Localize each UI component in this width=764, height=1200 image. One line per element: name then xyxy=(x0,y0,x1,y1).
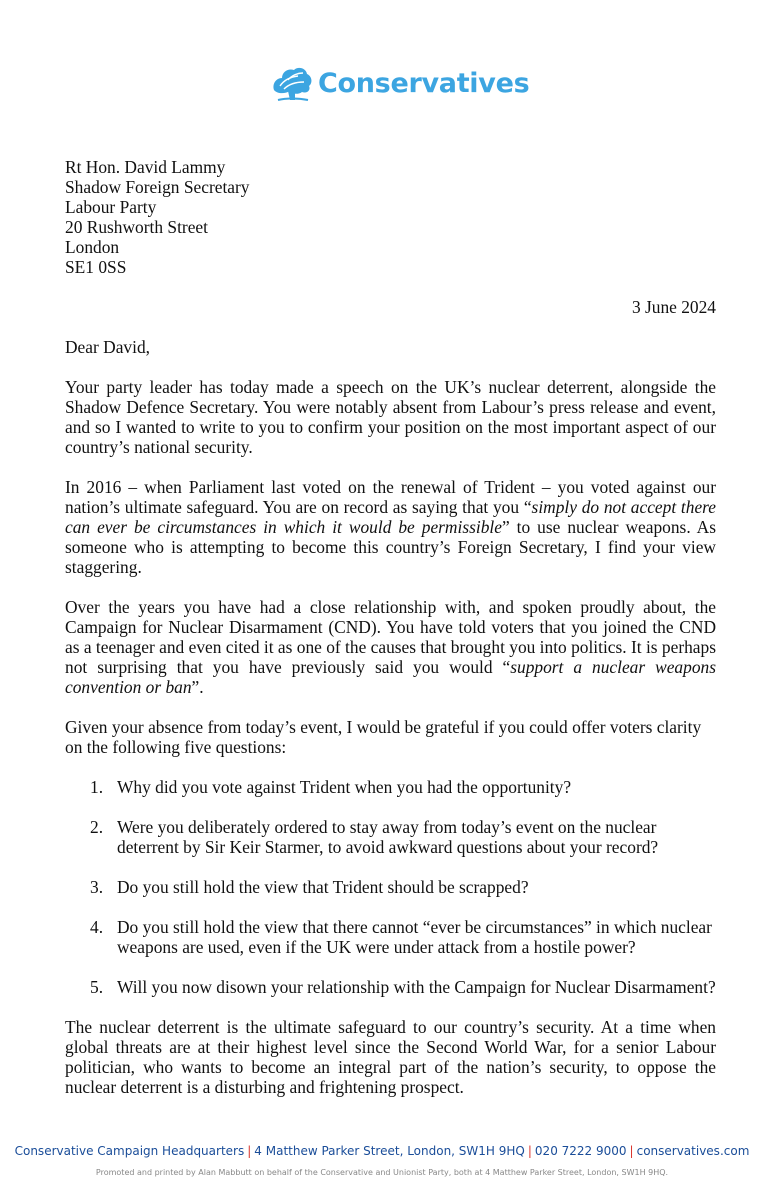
text-run: Over the years you have had a close relationship with, and spoken proudly about, the Campaign for Nuclear Disarmament (CND). You have told voters that you joined the CND as a teenager and even cited it as one of the causes that brought you into politics. It is perhaps not surprising that you have previously said you would “ xyxy=(65,597,716,677)
address-line: Rt Hon. David Lammy xyxy=(65,157,226,177)
question-text: Do you still hold the view that Trident should be scrapped? xyxy=(117,877,529,897)
quote-text: simply do not accept there can ever be circumstances in which it would be permissible xyxy=(65,497,717,537)
footer-website-link[interactable]: conservatives.com xyxy=(636,1144,750,1158)
text-run: In 2016 – when Parliament last voted on the renewal of Trident – you voted against our nation’s ultimate safeguard. You are on record as saying that you “ xyxy=(65,477,716,517)
paragraph-questions-intro: Given your absence from today’s event, I would be grateful if you could offer voters clarity on the following five questions: xyxy=(65,717,702,757)
question-text: Were you deliberately ordered to stay away from today’s event on the nuclear deterrent by Sir Keir Starmer, to avoid awkward questions about your record? xyxy=(117,817,659,857)
footer-separator: | xyxy=(527,1144,532,1158)
footer-contact xyxy=(0,1144,764,1158)
address-line: Shadow Foreign Secretary xyxy=(65,177,250,197)
text-run: ”. xyxy=(191,677,204,697)
footer-address: 4 Matthew Parker Street, London, SW1H 9HQ xyxy=(254,1144,525,1158)
question-item xyxy=(65,817,716,857)
question-number: 5. xyxy=(90,977,104,997)
question-number: 2. xyxy=(90,817,104,837)
address-line: London xyxy=(65,237,120,257)
footer-phone: 020 7222 9000 xyxy=(534,1144,627,1158)
question-item xyxy=(65,977,716,997)
question-number: 1. xyxy=(90,777,104,797)
conservatives-logo xyxy=(268,64,529,102)
letter-date: 3 June 2024 xyxy=(631,297,716,317)
quote-text: support a nuclear weapons convention or ban xyxy=(65,657,716,697)
logo-wordmark: Conservatives xyxy=(318,67,530,99)
paragraph-closing: The nuclear deterrent is the ultimate safeguard to our country’s security. At a time when global threats are at their highest level since the Second World War, for a senior Labour politician, who wants to become an integral part of the nation’s security, to oppose the nuclear deterrent is a disturbing and frightening prospect. xyxy=(65,1017,716,1097)
footer-separator: | xyxy=(629,1144,634,1158)
address-line: SE1 0SS xyxy=(65,257,127,277)
salutation: Dear David, xyxy=(65,337,150,357)
paragraph-trident-vote xyxy=(65,477,716,577)
question-number: 3. xyxy=(90,877,104,897)
question-item xyxy=(65,777,716,797)
paragraph-intro: Your party leader has today made a speech on the UK’s nuclear deterrent, alongside the Shadow Defence Secretary. You were notably absent from Labour’s press release and event, and so I wanted to write to you to confirm your position on the most important aspect of our country’s national security. xyxy=(65,377,716,457)
question-text: Do you still hold the view that there cannot “ever be circumstances” in which nuclear weapons are used, even if the UK were under attack from a hostile power? xyxy=(117,917,712,957)
oak-tree-icon xyxy=(268,64,314,102)
letter-body xyxy=(65,157,716,1097)
address-line: 20 Rushworth Street xyxy=(65,217,208,237)
text-run: ” to use nuclear weapons. As someone who is attempting to become this country’s Foreign Secretary, I find your view staggering. xyxy=(65,517,717,577)
footer-imprint: Promoted and printed by Alan Mabbutt on behalf of the Conservative and Unionist Party, both at 4 Matthew Parker Street, London, SW1H 9HQ. xyxy=(95,1168,669,1177)
question-number: 4. xyxy=(90,917,104,937)
footer-hq: Conservative Campaign Headquarters xyxy=(14,1144,245,1158)
recipient-address xyxy=(65,157,716,277)
footer-separator: | xyxy=(247,1144,252,1158)
question-text: Why did you vote against Trident when you had the opportunity? xyxy=(117,777,572,797)
question-item xyxy=(65,877,716,897)
question-item xyxy=(65,917,716,957)
questions-list xyxy=(65,777,716,997)
address-line: Labour Party xyxy=(65,197,157,217)
question-text: Will you now disown your relationship with the Campaign for Nuclear Disarmament? xyxy=(117,977,716,997)
paragraph-cnd xyxy=(65,597,716,697)
